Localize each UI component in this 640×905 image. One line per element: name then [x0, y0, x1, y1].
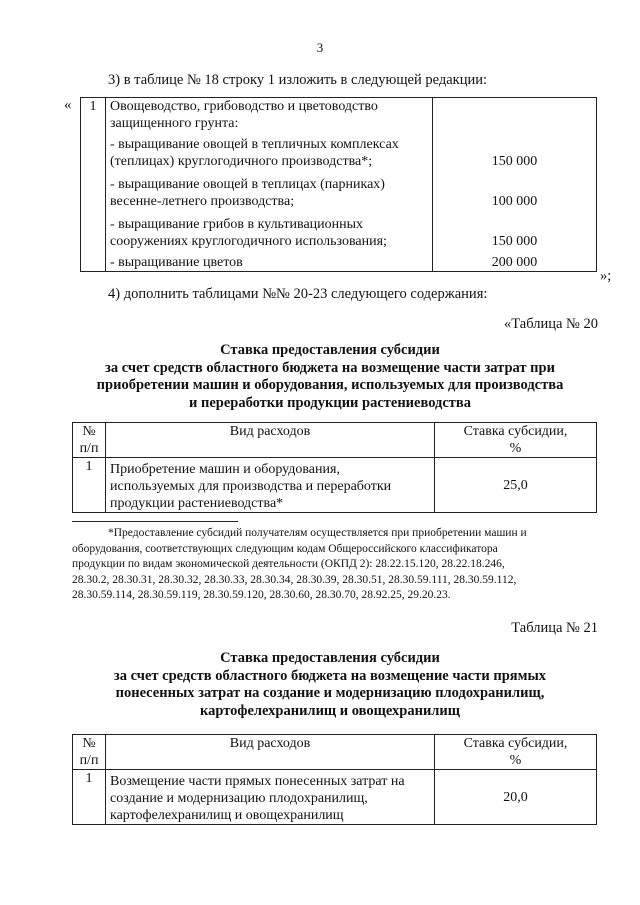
table-20-footnote: *Предоставление субсидий получателям осуществляется при приобретении машин и оборудования, соответствующих следующим кодам Общероссийского классификатора продукции по видам экономической деятельности (ОКПД 2): 28.22.15.120, 28.22.18.246, 28.30.2, 28.30.31, 28.30.32, 28.30.33, 28.30.34, 28.30.39, 28.30.51, 28.30.59.111, 28.30.59.112, 28.30.59.114, 28.30.59.119, 28.30.59.120, 28.30.60, 28.30.70, 28.92.25, 29.20.23.	[72, 527, 527, 601]
table-18	[80, 97, 597, 272]
table-18-heading-cell: Овощеводство, грибоводство и цветоводство защищенного грунта:	[106, 98, 433, 133]
table-18-row-number: 1	[81, 98, 106, 133]
item-4-text: 4) дополнить таблицами №№ 20-23 следующего содержания:	[108, 286, 488, 302]
table-18-value: 150 000	[433, 132, 597, 170]
table-20-row-number: 1	[73, 458, 106, 513]
table-21-row-number: 1	[73, 770, 106, 825]
table-18-value-cell-empty	[433, 98, 597, 133]
table-21	[72, 734, 597, 825]
table-21-header-number: № п/п	[73, 735, 106, 770]
table-21-title: Ставка предоставления субсидии за счет средств областного бюджета на возмещение части прямых понесенных затрат на создание и модернизацию плодохранилищ, картофелехранилищ и овощехранилищ	[113, 650, 547, 719]
table-20-row-type: Приобретение машин и оборудования, используемых для производства и переработки продукции растениеводства*	[106, 458, 435, 513]
table-18-value: 200 000	[433, 250, 597, 272]
quote-open: «	[64, 97, 72, 113]
table-20-title: Ставка предоставления субсидии за счет средств областного бюджета на возмещение части затрат при приобретении машин и оборудования, используемых для производства и переработки продукции растениеводства	[96, 342, 564, 411]
table-21-label: Таблица № 21	[511, 620, 598, 636]
table-20-header-rate: Ставка субсидии, %	[435, 423, 597, 458]
table-21-header-type: Вид расходов	[106, 735, 435, 770]
table-21-row-type: Возмещение части прямых понесенных затрат на создание и модернизацию плодохранилищ, картофелехранилищ и овощехранилищ	[106, 770, 435, 825]
table-20	[72, 422, 597, 513]
item-3-text: 3) в таблице № 18 строку 1 изложить в следующей редакции:	[108, 72, 488, 88]
page-number: 3	[316, 40, 324, 55]
table-20-header-type: Вид расходов	[106, 423, 435, 458]
table-20-row-rate: 25,0	[435, 458, 597, 513]
table-18-item: - выращивание овощей в теплицах (парниках) весенне-летнего производства;	[106, 170, 433, 210]
table-20-label: «Таблица № 20	[504, 316, 598, 332]
table-18-item: - выращивание грибов в культивационных сооружениях круглогодичного использования;	[106, 210, 433, 250]
table-21-row-rate: 20,0	[435, 770, 597, 825]
table-18-value: 150 000	[433, 210, 597, 250]
table-18-value: 100 000	[433, 170, 597, 210]
footnote-rule	[72, 521, 238, 522]
table-18-item: - выращивание цветов	[106, 250, 433, 272]
table-21-header-rate: Ставка субсидии, %	[435, 735, 597, 770]
quote-close: »;	[600, 268, 612, 284]
table-18-item: - выращивание овощей в тепличных комплексах (теплицах) круглогодичного производства*;	[106, 132, 433, 170]
table-20-header-number: № п/п	[73, 423, 106, 458]
